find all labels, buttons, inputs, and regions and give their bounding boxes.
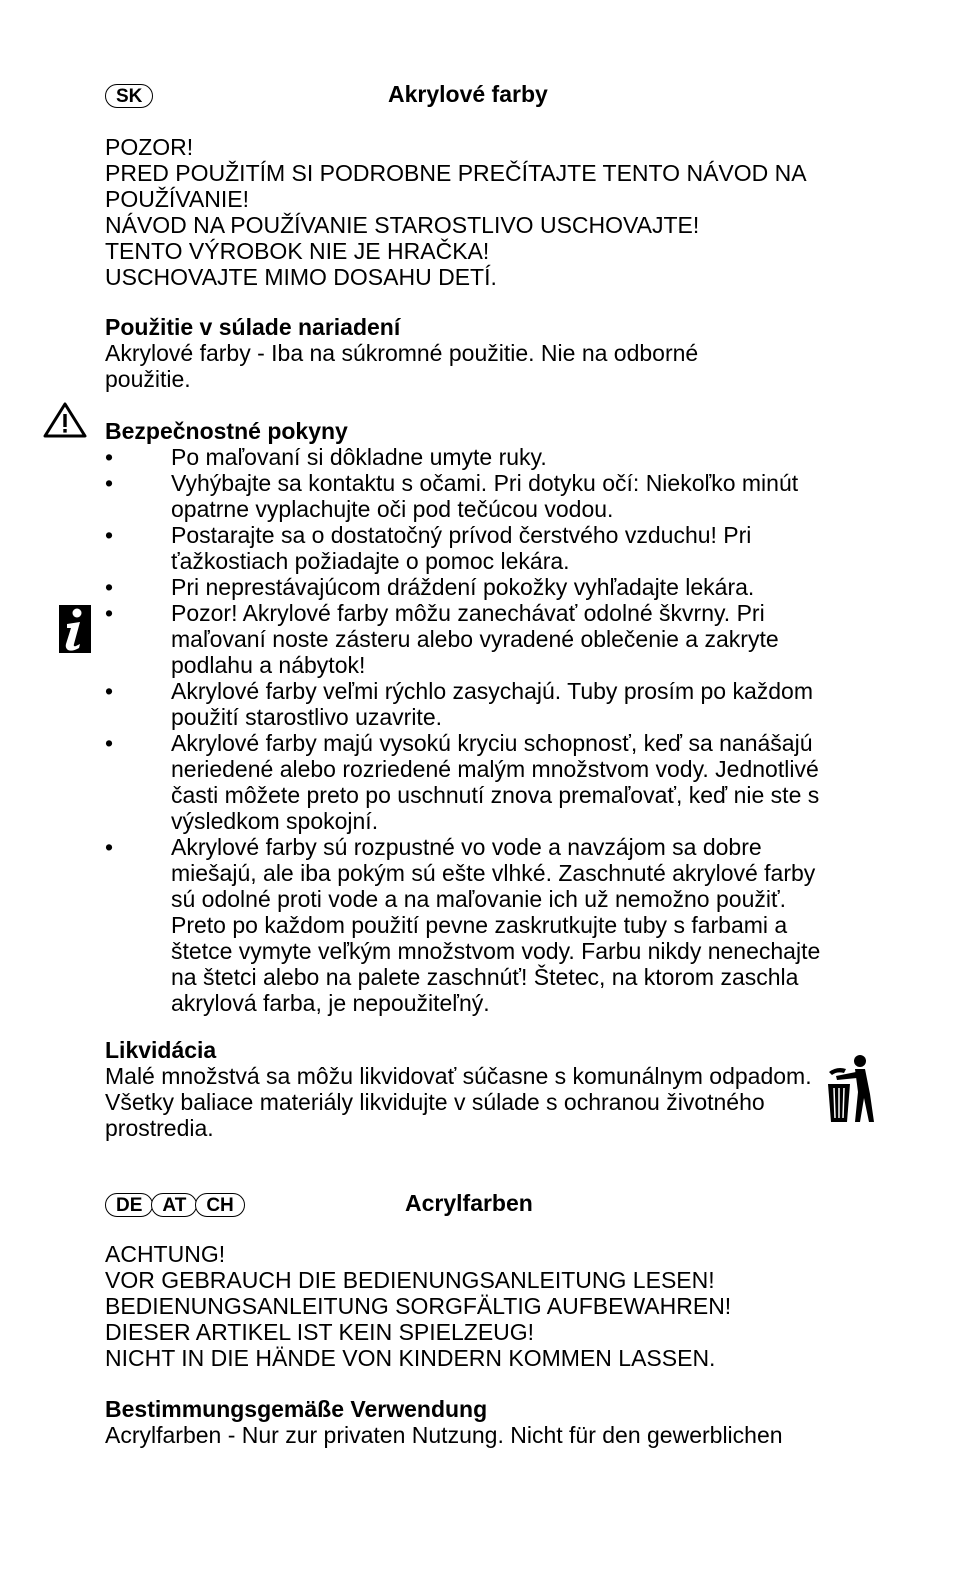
warning-line: TENTO VÝROBOK NIE JE HRAČKA! bbox=[105, 238, 490, 264]
warning-line: DIESER ARTIKEL IST KEIN SPIELZEUG! bbox=[105, 1319, 535, 1345]
list-item bbox=[105, 600, 865, 678]
warning-line: PRED POUŽITÍM SI PODROBNE PREČÍTAJTE TENTO NÁVOD NA bbox=[105, 160, 807, 186]
body-line: prostredia. bbox=[105, 1115, 214, 1141]
list-item bbox=[105, 730, 865, 834]
bullet-mark: • bbox=[105, 730, 114, 756]
sk-language-badges bbox=[105, 84, 151, 108]
lang-badge-ch: CH bbox=[195, 1193, 244, 1217]
de-warning-block bbox=[105, 1241, 835, 1371]
trash-bin-icon bbox=[824, 1054, 878, 1124]
item-line: časti môžete preto po uschnutí znova premaľovať, keď nie ste s bbox=[171, 782, 820, 808]
warning-line: POZOR! bbox=[105, 134, 194, 160]
de-usage-block bbox=[105, 1396, 835, 1448]
item-line: Preto po každom použití pevne zaskrutkujte tuby s farbami a bbox=[171, 912, 788, 938]
item-line: štetce vymyte veľkým množstvom vody. Farbu nikdy nenechajte bbox=[171, 938, 821, 964]
section-heading: Použitie v súlade nariadení bbox=[105, 314, 401, 340]
item-line: podlahu a nábytok! bbox=[171, 652, 366, 678]
de-language-badges bbox=[105, 1193, 243, 1217]
item-line: maľovaní noste zásteru alebo vyradené oblečenie a zakryte bbox=[171, 626, 779, 652]
section-heading: Bestimmungsgemäße Verwendung bbox=[105, 1396, 488, 1422]
item-line: použití starostlivo uzavrite. bbox=[171, 704, 443, 730]
item-line: Akrylové farby sú rozpustné vo vode a navzájom sa dobre bbox=[171, 834, 762, 860]
warning-line: USCHOVAJTE MIMO DOSAHU DETÍ. bbox=[105, 264, 497, 290]
list-item bbox=[105, 574, 865, 600]
body-line: Akrylové farby - Iba na súkromné použitie. Nie na odborné bbox=[105, 340, 699, 366]
info-icon bbox=[58, 604, 92, 654]
item-line: akrylová farba, je nepoužiteľný. bbox=[171, 990, 490, 1016]
section-heading: Likvidácia bbox=[105, 1037, 217, 1063]
list-item bbox=[105, 678, 865, 730]
item-line: miešajú, ale iba pokým sú ešte vlhké. Zaschnuté akrylové farby bbox=[171, 860, 816, 886]
lang-badge-at: AT bbox=[151, 1193, 197, 1217]
sk-title: Akrylové farby bbox=[388, 81, 548, 107]
bullet-mark: • bbox=[105, 470, 114, 496]
list-item bbox=[105, 522, 865, 574]
item-line: Pozor! Akrylové farby môžu zanechávať odolné škvrny. Pri bbox=[171, 600, 765, 626]
warning-triangle-icon bbox=[42, 401, 88, 439]
bullet-mark: • bbox=[105, 574, 114, 600]
item-line: Vyhýbajte sa kontaktu s očami. Pri dotyku očí: Niekoľko minút bbox=[171, 470, 799, 496]
sk-warning-block bbox=[105, 134, 835, 290]
bullet-mark: • bbox=[105, 600, 114, 626]
list-item bbox=[105, 470, 865, 522]
body-line: Všetky baliace materiály likvidujte v súlade s ochranou životného bbox=[105, 1089, 765, 1115]
body-line: Acrylfarben - Nur zur privaten Nutzung. Nicht für den gewerblichen bbox=[105, 1422, 783, 1448]
de-title: Acrylfarben bbox=[405, 1190, 533, 1216]
item-line: sú odolné proti vode a na maľovanie ich už nemožno použiť. bbox=[171, 886, 786, 912]
body-line: Malé množstvá sa môžu likvidovať súčasne s komunálnym odpadom. bbox=[105, 1063, 812, 1089]
item-line: Akrylové farby majú vysokú kryciu schopnosť, keď sa nanášajú bbox=[171, 730, 813, 756]
bullet-mark: • bbox=[105, 444, 114, 470]
item-line: Akrylové farby veľmi rýchlo zasychajú. Tuby prosím po každom bbox=[171, 678, 814, 704]
item-line: Postarajte sa o dostatočný prívod čerstvého vzduchu! Pri bbox=[171, 522, 752, 548]
sk-safety-heading: Bezpečnostné pokyny bbox=[105, 418, 348, 444]
bullet-mark: • bbox=[105, 522, 114, 548]
item-line: výsledkom spokojní. bbox=[171, 808, 379, 834]
item-line: na štetci alebo na palete zaschnúť! Štetec, na ktorom zaschla bbox=[171, 964, 799, 990]
list-item bbox=[105, 834, 865, 1016]
lang-badge-de: DE bbox=[105, 1193, 153, 1217]
item-line: Pri neprestávajúcom dráždení pokožky vyhľadajte lekára. bbox=[171, 574, 755, 600]
item-line: neriedené alebo rozriedené malým množstvom vody. Jednotlivé bbox=[171, 756, 819, 782]
body-line: použitie. bbox=[105, 366, 191, 392]
warning-line: VOR GEBRAUCH DIE BEDIENUNGSANLEITUNG LESEN! bbox=[105, 1267, 715, 1293]
sk-safety-list bbox=[105, 444, 865, 1016]
list-item bbox=[105, 444, 865, 470]
bullet-mark: • bbox=[105, 834, 114, 860]
warning-line: NÁVOD NA POUŽÍVANIE STAROSTLIVO USCHOVAJTE! bbox=[105, 212, 700, 238]
warning-line: POUŽÍVANIE! bbox=[105, 186, 249, 212]
item-line: opatrne vyplachujte oči pod tečúcou vodou. bbox=[171, 496, 614, 522]
warning-line: ACHTUNG! bbox=[105, 1241, 226, 1267]
sk-disposal-block bbox=[105, 1037, 835, 1141]
item-line: Po maľovaní si dôkladne umyte ruky. bbox=[171, 444, 547, 470]
warning-line: NICHT IN DIE HÄNDE VON KINDERN KOMMEN LASSEN. bbox=[105, 1345, 716, 1371]
item-line: ťažkostiach požiadajte o pomoc lekára. bbox=[171, 548, 570, 574]
warning-line: BEDIENUNGSANLEITUNG SORGFÄLTIG AUFBEWAHREN! bbox=[105, 1293, 732, 1319]
bullet-mark: • bbox=[105, 678, 114, 704]
sk-usage-block bbox=[105, 314, 835, 392]
lang-badge-sk: SK bbox=[105, 84, 153, 108]
